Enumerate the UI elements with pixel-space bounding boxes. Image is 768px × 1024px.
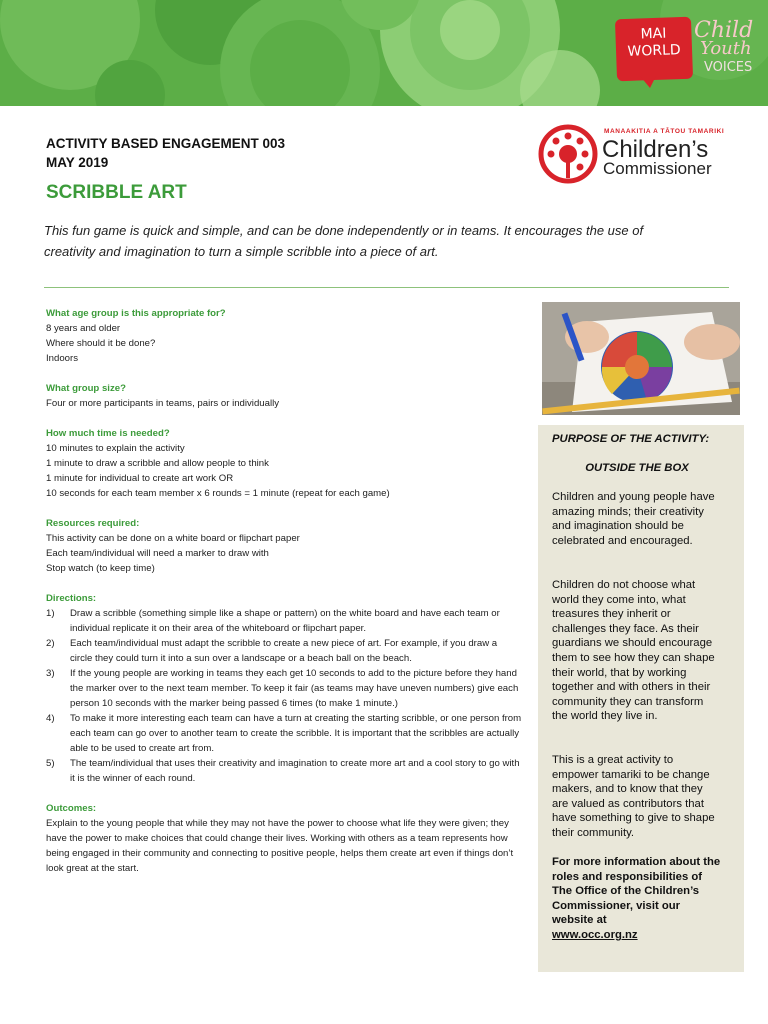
badge-child: Child — [694, 18, 754, 43]
divider — [44, 287, 729, 288]
badge-youth: Youth — [700, 38, 752, 59]
badge-tail — [640, 76, 656, 88]
header-banner — [0, 0, 768, 106]
time-line: 1 minute to draw a scribble and allow people to think — [46, 458, 269, 469]
direction-text: If the young people are working in teams they each get 10 seconds to add to the picture before they hand the marker over to the next team member. To keep it fair (as teams may have uneven numbers) give each person 10 seconds with the marker being passed 6 times (to make 1 minute.) — [70, 668, 519, 709]
date-heading: MAY 2019 — [46, 155, 109, 170]
directions-heading: Directions: — [46, 593, 97, 604]
direction-text: Draw a scribble (something simple like a shape or pattern) on the white board and have each team or individual replicate it on their area of the whiteboard or flipchart paper. — [70, 608, 500, 634]
resources-heading: Resources required: — [46, 518, 140, 529]
age-line: Indoors — [46, 353, 78, 364]
direction-text: The team/individual that uses their creativity and imagination to create more art and a cool story to go with it is the winner of each round. — [70, 758, 520, 784]
resources-line: This activity can be done on a white board or flipchart paper — [46, 533, 300, 544]
page-title: SCRIBBLE ART — [46, 182, 187, 203]
time-line: 10 minutes to explain the activity — [46, 443, 185, 454]
time-line: 1 minute for individual to create art work OR — [46, 473, 234, 484]
commissioner-logo-icon — [538, 124, 598, 184]
direction-number: 5) — [46, 758, 55, 769]
direction-number: 3) — [46, 668, 55, 679]
sidebar-paragraph: Children and young people have amazing minds; their creativity and imagination should be celebrated and encouraged. — [552, 491, 715, 547]
badge-voices: VOICES — [704, 60, 753, 75]
logo-tagline: MANAAKITIA A TĀTOU TAMARIKI — [604, 128, 725, 135]
time-heading: How much time is needed? — [46, 428, 170, 439]
direction-item — [46, 636, 522, 666]
age-line: Where should it be done? — [46, 338, 156, 349]
sidebar-paragraph: Children do not choose what world they come into, what treasures they inherit or challenges they face. As their guardians we should encourage them to see how they can shape their world, that by working together and with others in their community they can transform the world they live in. — [552, 579, 715, 723]
age-line: 8 years and older — [46, 323, 121, 334]
scribble-art-photo — [542, 302, 740, 415]
resources-line: Stop watch (to keep time) — [46, 563, 155, 574]
time-line: 10 seconds for each team member x 6 rounds = 1 minute (repeat for each game) — [46, 488, 390, 499]
badge-line2: WORLD — [627, 42, 681, 60]
badge-line1: MAI — [640, 25, 667, 43]
direction-item — [46, 666, 522, 711]
direction-text: Each team/individual must adapt the scribble to create a new piece of art. For example, if you draw a circle they could turn it into a sun over a landscape or a beach ball on the beach. — [70, 638, 498, 664]
sidebar-more-info: For more information about the roles and responsibilities of The Office of the Children’s Commissioner, visit our website at — [552, 856, 721, 927]
sidebar-subheading: OUTSIDE THE BOX — [585, 462, 689, 474]
direction-item — [46, 606, 522, 636]
direction-item — [46, 756, 522, 786]
direction-number: 2) — [46, 638, 55, 649]
direction-number: 4) — [46, 713, 55, 724]
direction-text: To make it more interesting each team can have a turn at creating the starting scribble, or one person from each team can go over to another team to create the scribble. It is important that the scribbles are actually able to be used to create art from. — [70, 713, 522, 754]
outcomes-text: Explain to the young people that while they may not have the power to choose what life they were given; they have the power to make choices that could change their lives. Working with others as a team represents how being engaged in their community and connecting to positive people, helps them create art even if things don’t look great at the start. — [46, 818, 514, 874]
engagement-heading: ACTIVITY BASED ENGAGEMENT 003 — [46, 136, 286, 151]
photo-illustration — [542, 302, 740, 415]
sidebar-paragraph: This is a great activity to empower tamariki to be change makers, and to know that they are valued as contributors that have something to give to shape their community. — [552, 754, 715, 839]
outcomes-heading: Outcomes: — [46, 803, 97, 814]
sidebar-heading: PURPOSE OF THE ACTIVITY: — [552, 433, 710, 445]
mai-world-badge — [615, 17, 693, 82]
intro-text: This fun game is quick and simple, and can be done independently or in teams. It encourages the use of creativity and imagination to turn a simple scribble into a piece of art. — [44, 223, 644, 259]
group-heading: What group size? — [46, 383, 126, 394]
main-content — [46, 306, 522, 876]
logo-line2: Commissioner — [603, 159, 712, 178]
logo-line1: Children’s — [602, 136, 709, 163]
direction-number: 1) — [46, 608, 55, 619]
group-line: Four or more participants in teams, pairs or individually — [46, 398, 280, 409]
age-heading: What age group is this appropriate for? — [46, 308, 226, 319]
resources-line: Each team/individual will need a marker to draw with — [46, 548, 269, 559]
website-link[interactable]: www.occ.org.nz — [552, 929, 638, 941]
direction-item — [46, 711, 522, 756]
